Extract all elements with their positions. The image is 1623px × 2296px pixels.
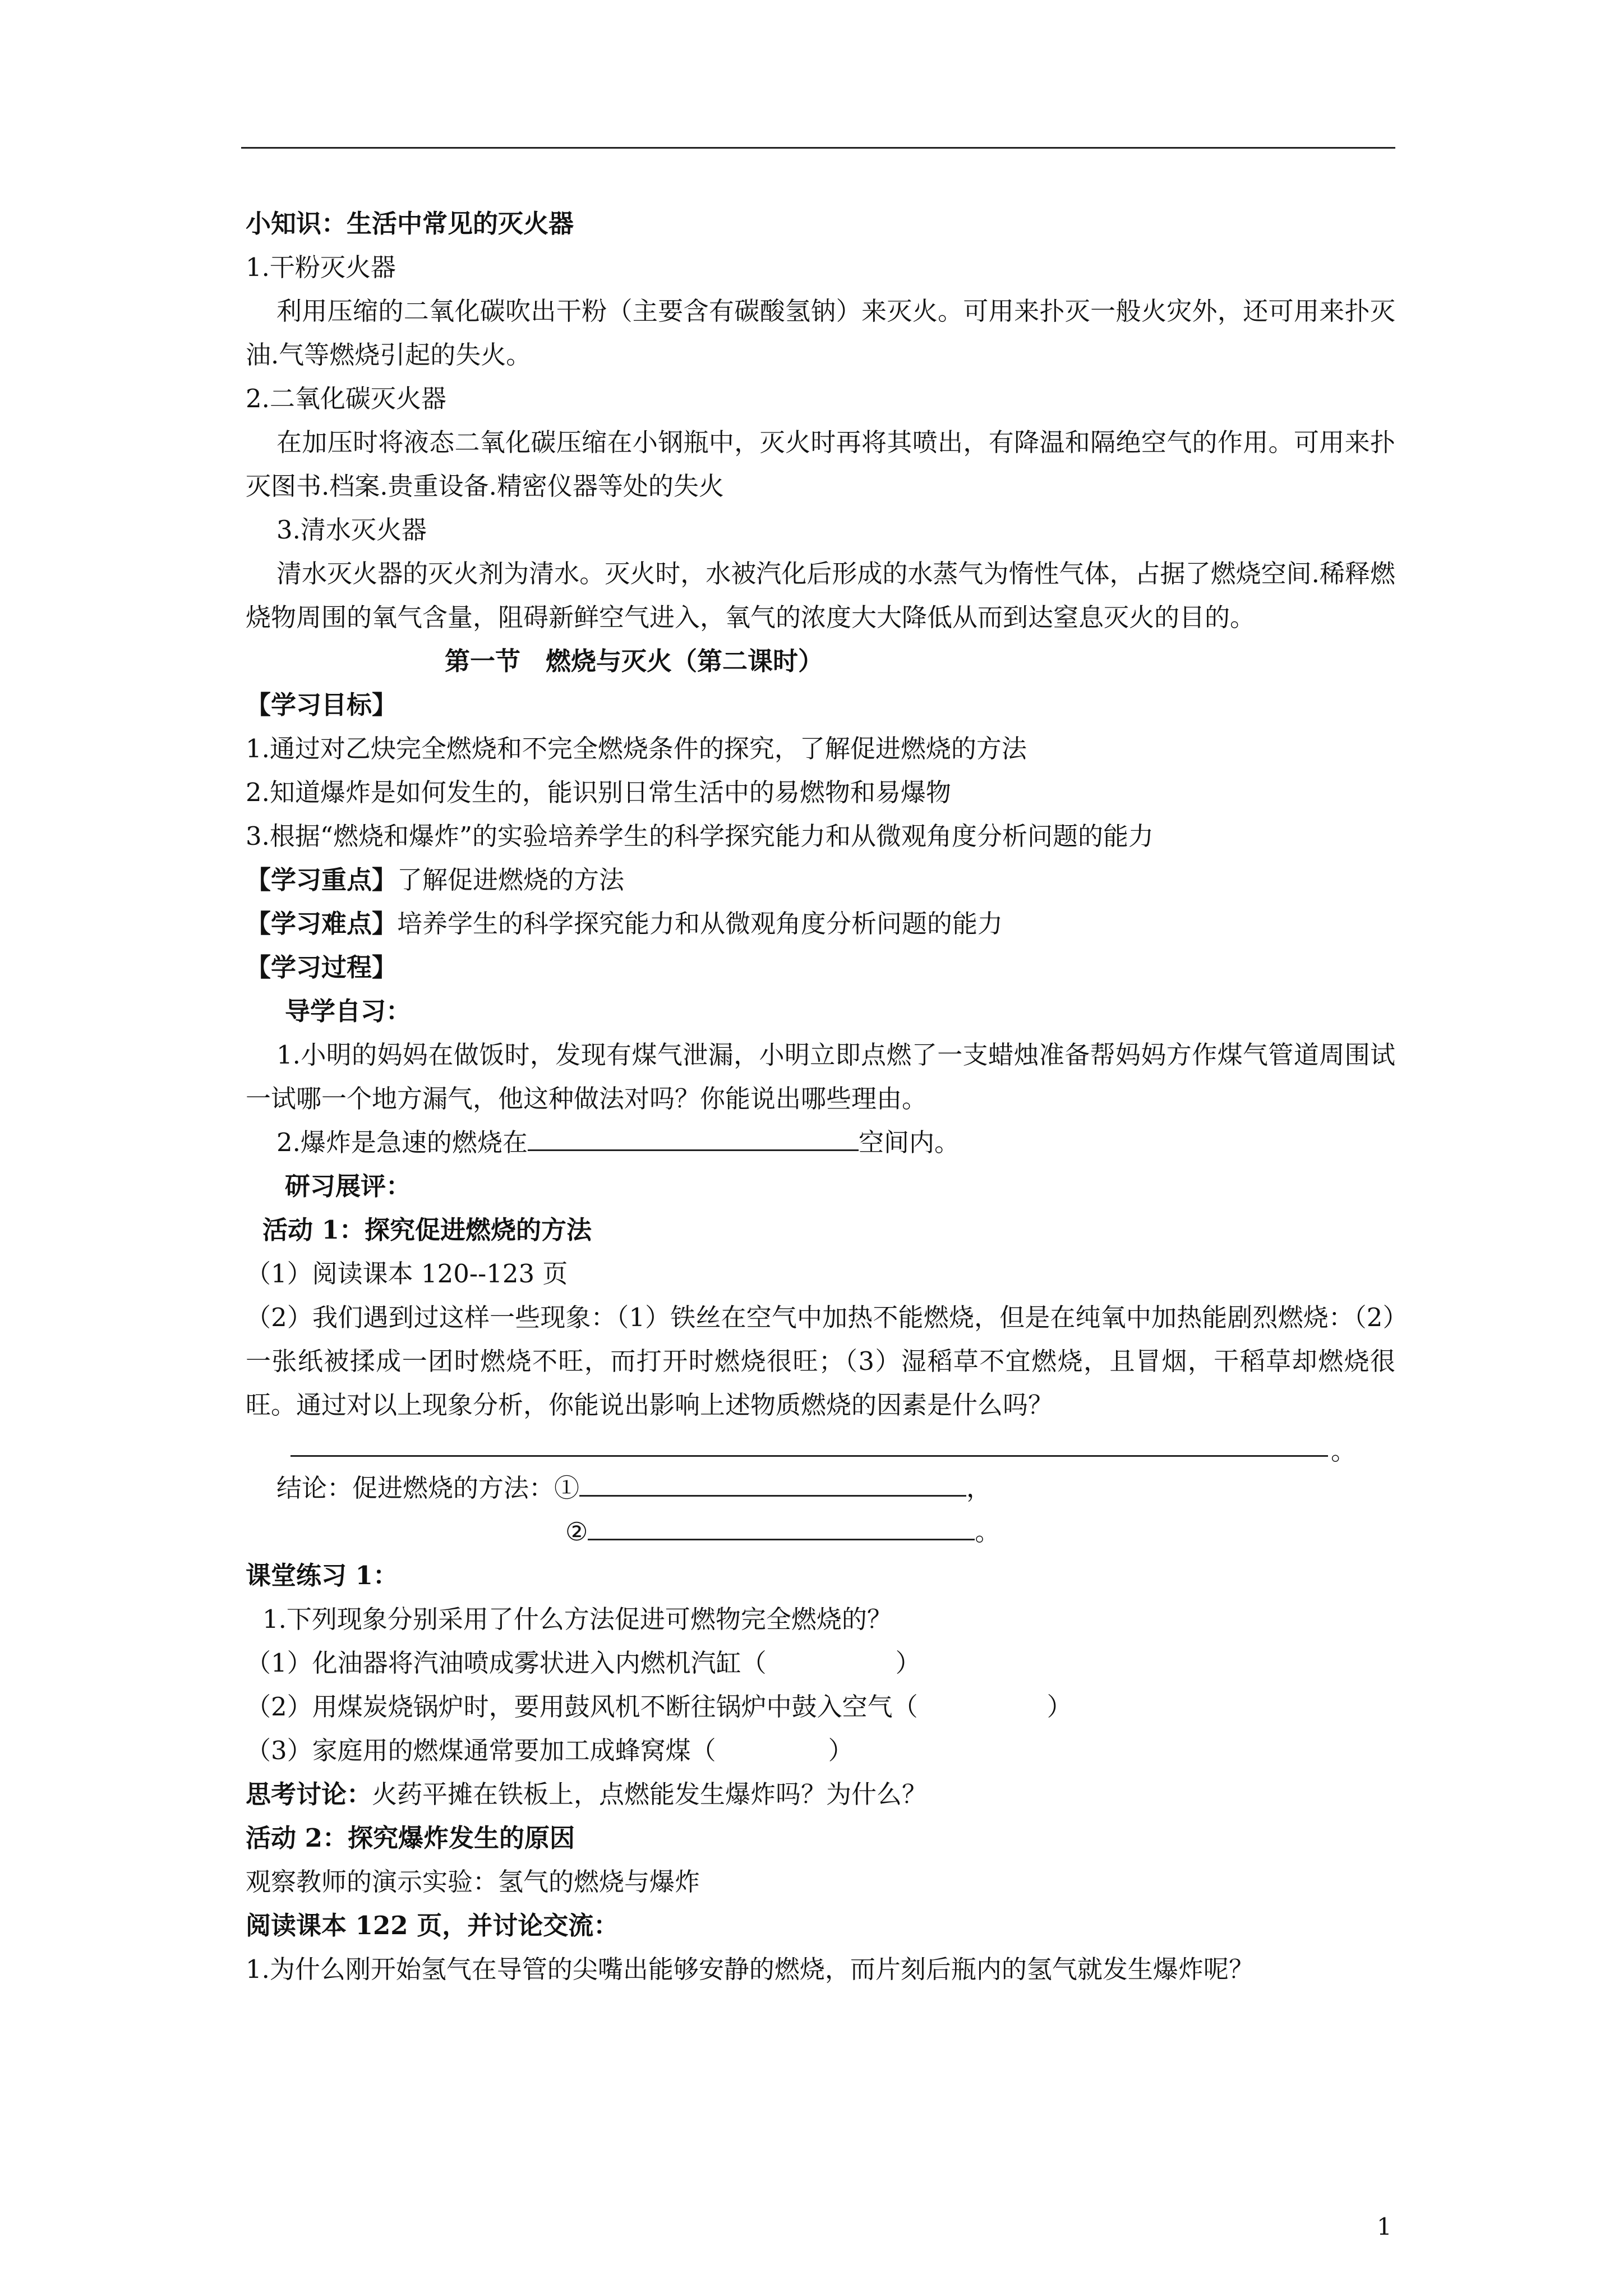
difficult-point-text: 培养学生的科学探究能力和从微观角度分析问题的能力 — [397, 909, 1003, 938]
reading-instruction-2: 阅读课本 122 页，并讨论交流： — [246, 1911, 619, 1940]
activity-2-heading: 活动 2：探究爆炸发生的原因 — [246, 1823, 575, 1853]
conclusion-blank-2[interactable] — [588, 1511, 975, 1540]
tip-paragraph-2: 在加压时将液态二氧化碳压缩在小钢瓶中，灭火时再将其喷出，有降温和隔绝空气的作用。可用来扑灭图书.档案.贵重设备.精密仪器等处的失火 — [246, 427, 1395, 501]
exercise-1-heading: 课堂练习 1： — [246, 1561, 398, 1590]
tip-title: 小知识：生活中常见的灭火器 — [246, 209, 574, 238]
key-point-heading: 【学习重点】 — [246, 865, 398, 895]
difficult-point — [246, 902, 1395, 946]
lesson-title: 第一节 燃烧与灭火（第二课时） — [445, 646, 824, 676]
exercise-question: 1.下列现象分别采用了什么方法促进可燃物完全燃烧的？ — [262, 1604, 892, 1634]
self-study-heading: 导学自习： — [285, 996, 412, 1026]
observe-instruction: 观察教师的演示实验：氢气的燃烧与爆炸 — [246, 1867, 700, 1897]
goals-heading: 【学习目标】 — [246, 690, 398, 720]
question-1: 1.小明的妈妈在做饭时，发现有煤气泄漏，小明立即点燃了一支蜡烛准备帮妈妈方作煤气管道周围试一试哪一个地方漏气，他这种做法对吗？你能说出哪些理由。 — [246, 1040, 1395, 1114]
analysis-period: 。 — [1331, 1436, 1357, 1466]
phenomena-paragraph: （2）我们遇到过这样一些现象：（1）铁丝在空气中加热不能燃烧，但是在纯氧中加热能剧烈燃烧：（2）一张纸被揉成一团时燃烧不旺，而打开时燃烧很旺；（3）湿稻草不宜燃烧，且冒烟，干稻草却燃烧很旺。通过对以上现象分析，你能说出影响上述物质燃烧的因素是什么吗？ — [246, 1303, 1395, 1420]
analysis-blank[interactable] — [291, 1427, 1328, 1457]
key-point — [246, 858, 1395, 902]
think-discuss-heading: 思考讨论： — [246, 1779, 372, 1809]
think-discuss — [246, 1773, 1395, 1816]
goal-1: 1.通过对乙炔完全燃烧和不完全燃烧条件的探究，了解促进燃烧的方法 — [246, 734, 1027, 763]
header-rule — [241, 147, 1395, 149]
process-heading: 【学习过程】 — [246, 953, 398, 982]
difficult-point-heading: 【学习难点】 — [246, 909, 398, 938]
exercise-item-a: （1）化油器将汽油喷成雾状进入内燃机汽缸（ ） — [246, 1648, 921, 1678]
document-body — [246, 202, 1395, 1991]
tip-heading-1: 1.干粉灭火器 — [246, 252, 396, 282]
exercise-item-c: （3）家庭用的燃煤通常要加工成蜂窝煤（ ） — [246, 1736, 854, 1765]
tip-heading-2: 2.二氧化碳灭火器 — [246, 384, 446, 413]
tip-paragraph-3: 清水灭火器的灭火剂为清水。灭火时，水被汽化后形成的水蒸气为惰性气体，占据了燃烧空间.稀释燃烧物周围的氧气含量，阻碍新鲜空气进入，氧气的浓度大大降低从而到达窒息灭火的目的。 — [246, 559, 1395, 632]
answer-blank-space[interactable] — [528, 1121, 859, 1151]
tip-heading-3: 3.清水灭火器 — [276, 515, 427, 545]
question-2: 2.爆炸是急速的燃烧在 空间内。 — [246, 1121, 1395, 1165]
page-number: 1 — [1377, 2213, 1392, 2240]
analysis-answer-line — [246, 1427, 1395, 1466]
goal-2: 2.知道爆炸是如何发生的，能识别日常生活中的易燃物和易爆物 — [246, 777, 951, 807]
conclusion-line-1: 结论：促进燃烧的方法：① ， — [246, 1466, 1395, 1510]
tip-paragraph-1: 利用压缩的二氧化碳吹出干粉（主要含有碳酸氢钠）来灭火。可用来扑灭一般火灾外，还可用来扑灭油.气等燃烧引起的失火。 — [246, 296, 1395, 370]
think-discuss-text: 火药平摊在铁板上，点燃能发生爆炸吗？为什么？ — [372, 1779, 928, 1809]
review-heading: 研习展评： — [285, 1171, 412, 1201]
conclusion-line-2: ② 。 — [246, 1510, 1395, 1554]
goal-3: 3.根据“燃烧和爆炸”的实验培养学生的科学探究能力和从微观角度分析问题的能力 — [246, 821, 1154, 851]
conclusion-blank-1[interactable] — [579, 1467, 966, 1497]
activity-1-heading: 活动 1：探究促进燃烧的方法 — [262, 1215, 592, 1245]
final-question: 1.为什么刚开始氢气在导管的尖嘴出能够安静的燃烧，而片刻后瓶内的氢气就发生爆炸呢？ — [246, 1954, 1254, 1984]
key-point-text: 了解促进燃烧的方法 — [397, 865, 625, 895]
reading-instruction-1: （1）阅读课本 120--123 页 — [246, 1259, 568, 1289]
exercise-item-b: （2）用煤炭烧锅炉时，要用鼓风机不断往锅炉中鼓入空气（ ） — [246, 1692, 1072, 1722]
